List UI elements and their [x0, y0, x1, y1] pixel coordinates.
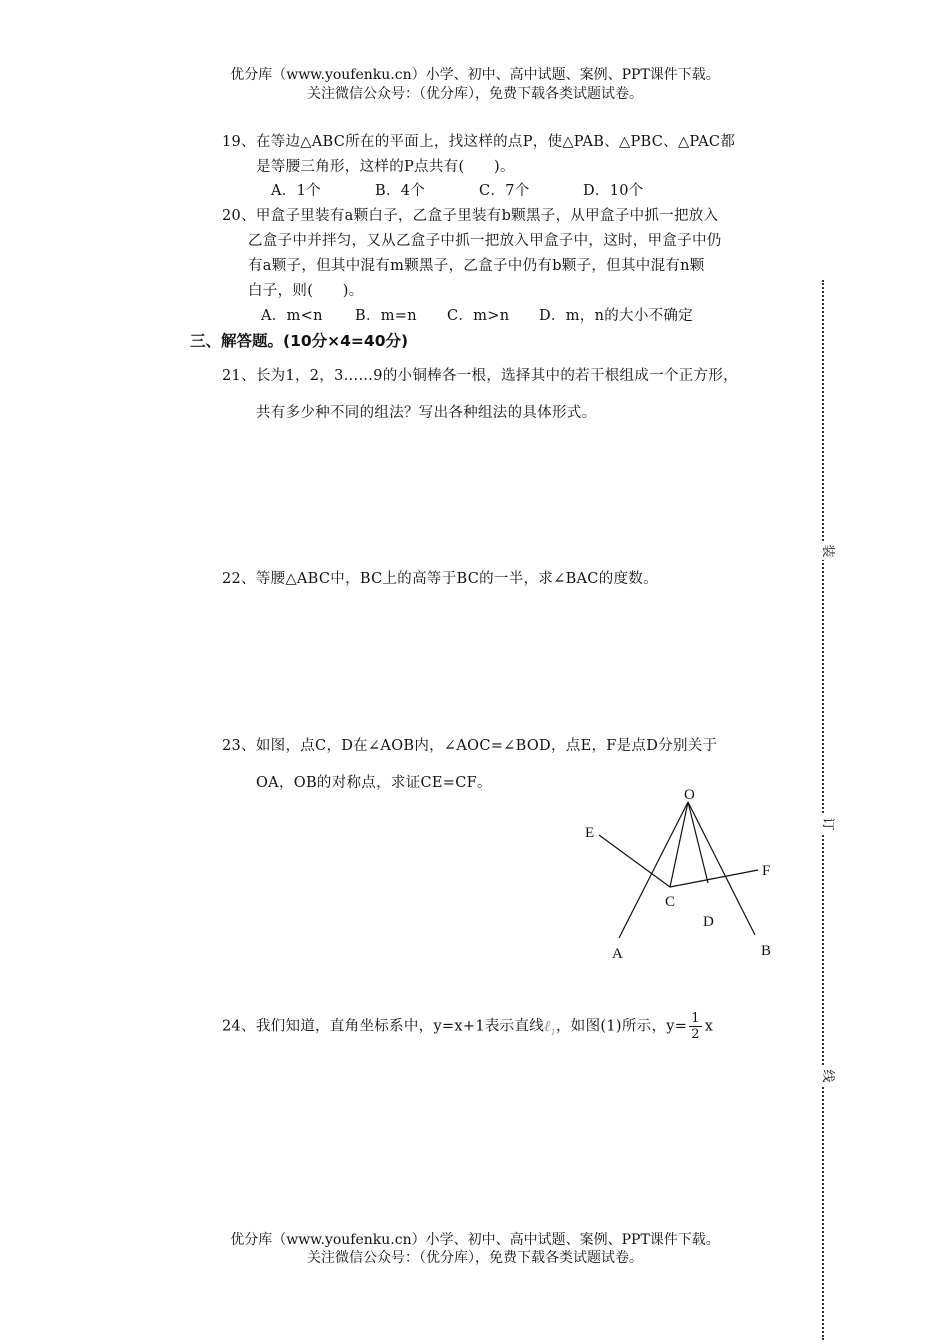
- fraction-one-half: $\frac{1}{2}$: [691, 1011, 700, 1042]
- q23-line-1: 23、如图，点C，D在∠AOB内，∠AOC=∠BOD，点E，F是点D分别关于: [222, 738, 718, 754]
- section-3-title: 三、解答题。(10分×4=40分): [190, 332, 409, 350]
- label-c: C: [665, 894, 676, 910]
- ray-oa: [619, 802, 688, 938]
- q19-option-d: D．10个: [583, 183, 644, 199]
- q20-option-b: B．m=n: [355, 308, 417, 324]
- q19-line-2: 是等腰三角形，这样的P点共有( )。: [256, 159, 515, 175]
- q20-line-4: 白子，则( )。: [248, 283, 364, 299]
- footer-line-2: 关注微信公众号：（优分库），免费下载各类试题试卷。: [307, 1250, 643, 1266]
- q23-line-2: OA，OB的对称点，求证CE=CF。: [256, 775, 492, 791]
- footer-line-1: 优分库（www.youfenku.cn）小学、初中、高中试题、案例、PPT课件下载。: [230, 1232, 720, 1248]
- segment-oc: [670, 802, 688, 887]
- q19-line-1: 19、在等边△ABC所在的平面上，找这样的点P，使△PAB、△PBC、△PAC都: [222, 134, 736, 150]
- q19-option-b: B．4个: [375, 183, 426, 199]
- q21-line-1: 21、长为1，2，3……9的小铜棒各一根，选择其中的若干根组成一个正方形，: [222, 368, 738, 384]
- header-line-1: 优分库（www.youfenku.cn）小学、初中、高中试题、案例、PPT课件下载。: [230, 67, 720, 83]
- q19-option-c: C．7个: [479, 183, 530, 199]
- q24-middle: ，如图(1)所示，y=: [556, 1018, 688, 1035]
- header-line-2: 关注微信公众号：（优分库），免费下载各类试题试卷。: [307, 86, 643, 102]
- binding-char-ding: 订: [819, 815, 835, 833]
- q19-option-a: A．1个: [271, 183, 321, 199]
- segment-cf: [670, 870, 758, 887]
- label-f: F: [762, 863, 771, 879]
- q20-line-2: 乙盒子中并拌匀，又从乙盒子中抓一把放入甲盒子中，这时，甲盒子中仍: [248, 233, 722, 249]
- segment-od: [688, 802, 708, 883]
- ray-ob: [688, 802, 755, 935]
- label-d: D: [703, 914, 714, 930]
- segment-ec: [599, 835, 670, 887]
- q20-option-a: A．m<n: [261, 308, 323, 324]
- binding-dotted-line: [822, 280, 834, 1340]
- label-b: B: [761, 943, 772, 959]
- q23-geometry-figure: [575, 780, 790, 965]
- q22-line-1: 22、等腰△ABC中，BC上的高等于BC的一半，求∠BAC的度数。: [222, 571, 658, 587]
- line-l1-symbol: ℓ$_1$: [544, 1016, 556, 1037]
- q20-option-d: D．m，n的大小不确定: [539, 308, 694, 324]
- label-e: E: [585, 825, 595, 841]
- q20-line-3: 有a颗子，但其中混有m颗黑子，乙盒子中仍有b颗子，但其中混有n颗: [248, 258, 705, 274]
- q24-suffix: x: [704, 1018, 714, 1035]
- label-a: A: [612, 946, 623, 962]
- binding-char-zhuang: 装: [819, 542, 835, 560]
- q21-line-2: 共有多少种不同的组法？写出各种组法的具体形式。: [256, 405, 597, 421]
- binding-char-xian: 线: [819, 1067, 835, 1085]
- q20-line-1: 20、甲盒子里装有a颗白子，乙盒子里装有b颗黑子，从甲盒子中抓一把放入: [222, 208, 719, 224]
- q20-option-c: C．m>n: [447, 308, 510, 324]
- label-o: O: [684, 787, 695, 803]
- q24-line-1: [222, 1011, 713, 1042]
- q24-prefix: 24、我们知道，直角坐标系中，y=x+1表示直线: [222, 1018, 545, 1035]
